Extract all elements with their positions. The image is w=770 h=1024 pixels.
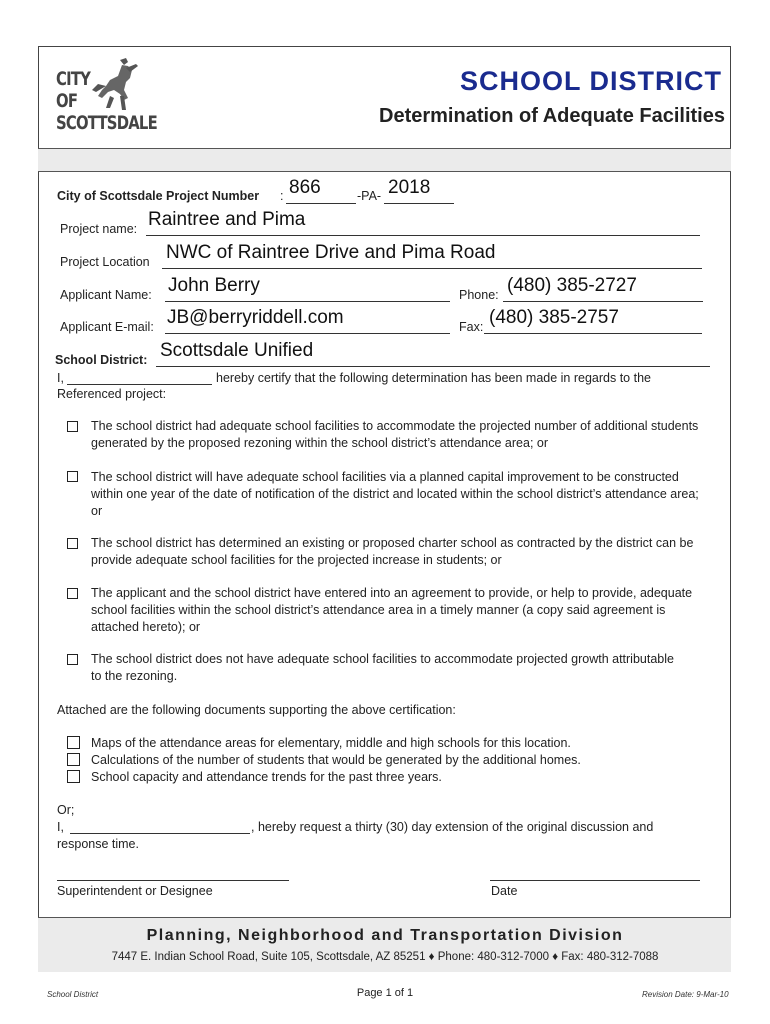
fax-label: Fax:	[459, 320, 484, 334]
school-district-label: School District:	[55, 353, 148, 367]
attached-calculations-checkbox[interactable]	[67, 753, 80, 766]
certify-i-label: I,	[57, 371, 64, 385]
certify-text-line2: Referenced project:	[57, 387, 167, 401]
logo-text-of: OF	[56, 90, 78, 112]
option-4-checkbox[interactable]	[67, 588, 78, 599]
header-divider-bar	[38, 148, 731, 172]
extension-name-line[interactable]	[70, 833, 250, 834]
email-field[interactable]: JB@berryriddell.com	[167, 307, 344, 328]
project-number-prefix-line	[286, 203, 356, 204]
extension-text-line2: response time.	[57, 837, 139, 851]
superintendent-label: Superintendent or Designee	[57, 884, 213, 898]
extension-text-line1: , hereby request a thirty (30) day extension of the original discussion and	[251, 820, 654, 834]
email-label: Applicant E-mail:	[60, 320, 154, 334]
phone-field[interactable]: (480) 385-2727	[507, 275, 637, 296]
phone-line	[503, 301, 703, 302]
footer-left-note: School District	[47, 990, 99, 999]
pa-label: -PA-	[357, 189, 382, 203]
attached-maps-text: Maps of the attendance areas for elementary, middle and high schools for this location.	[91, 736, 571, 750]
attached-capacity-checkbox[interactable]	[67, 770, 80, 783]
or-label: Or;	[57, 803, 75, 817]
date-label: Date	[491, 884, 518, 898]
attached-capacity-text: School capacity and attendance trends for the past three years.	[91, 770, 442, 784]
project-number-colon: :	[280, 189, 284, 203]
project-location-line	[162, 268, 702, 269]
division-title: Planning, Neighborhood and Transportation Division	[146, 927, 624, 944]
option-2-checkbox[interactable]	[67, 471, 78, 482]
school-district-field[interactable]: Scottsdale Unified	[160, 340, 314, 361]
option-1-text: The school district had adequate school facilities to accommodate the projected number of additional students generated by the proposed rezoning within the school district’s attendance area; or	[91, 419, 699, 450]
division-address: 7447 E. Indian School Road, Suite 105, Scottsdale, AZ 85251 ♦ Phone: 480-312-7000 ♦ Fax: 480-312-7088	[111, 951, 659, 963]
option-5-text: The school district does not have adequate school facilities to accommodate projected growth attributable to the rezoning.	[91, 652, 674, 683]
option-3-text: The school district has determined an existing or proposed charter school as contracted by the district can be provide adequate school facilities for the projected increase in students; or	[91, 536, 694, 567]
date-line[interactable]	[490, 880, 700, 881]
superintendent-signature-line[interactable]	[57, 880, 289, 881]
email-line	[165, 333, 450, 334]
attached-heading: Attached are the following documents supporting the above certification:	[57, 703, 456, 717]
certify-name-line[interactable]	[67, 384, 212, 385]
option-4-text: The applicant and the school district have entered into an agreement to provide, or help to provide, adequate school facilities within the school district’s attendance area in a timely manner (a copy said agreement is attached hereto); or	[91, 586, 693, 634]
bronco-rider-icon	[80, 56, 140, 116]
project-name-label: Project name:	[60, 222, 138, 236]
city-logo	[52, 56, 157, 142]
option-3-checkbox[interactable]	[67, 538, 78, 549]
attached-calculations-text: Calculations of the number of students that would be generated by the additional homes.	[91, 753, 581, 767]
option-5-checkbox[interactable]	[67, 654, 78, 665]
certify-text-line1: hereby certify that the following determination has been made in regards to the	[216, 371, 651, 385]
project-name-field[interactable]: Raintree and Pima	[148, 209, 306, 230]
revision-date: Revision Date: 9-Mar-10	[642, 990, 729, 999]
page-number: Page 1 of 1	[356, 987, 414, 999]
logo-text-city: CITY	[56, 68, 91, 90]
project-number-prefix-field[interactable]: 866	[289, 177, 321, 198]
applicant-name-label: Applicant Name:	[60, 288, 152, 302]
applicant-name-line	[165, 301, 450, 302]
school-district-line	[156, 366, 710, 367]
fax-field[interactable]: (480) 385-2757	[489, 307, 619, 328]
option-1-checkbox[interactable]	[67, 421, 78, 432]
applicant-name-field[interactable]: John Berry	[168, 275, 260, 296]
project-location-field[interactable]: NWC of Raintree Drive and Pima Road	[166, 242, 496, 263]
fax-line	[484, 333, 702, 334]
phone-label: Phone:	[459, 288, 499, 302]
project-name-line	[146, 235, 700, 236]
project-number-label: City of Scottsdale Project Number	[57, 189, 260, 203]
option-2-text: The school district will have adequate school facilities via a planned capital improvement to be constructed within one year of the date of notification of the district and located within the school district’s attendance area; or	[91, 470, 699, 518]
project-year-field[interactable]: 2018	[388, 177, 431, 198]
page-title: SCHOOL DISTRICT	[459, 66, 722, 96]
project-location-label: Project Location	[60, 255, 150, 269]
attached-maps-checkbox[interactable]	[67, 736, 80, 749]
extension-i-label: I,	[57, 820, 64, 834]
logo-text-scottsdale: SCOTTSDALE	[56, 112, 157, 134]
project-year-line	[384, 203, 454, 204]
page-subtitle: Determination of Adequate Facilities	[379, 105, 725, 127]
